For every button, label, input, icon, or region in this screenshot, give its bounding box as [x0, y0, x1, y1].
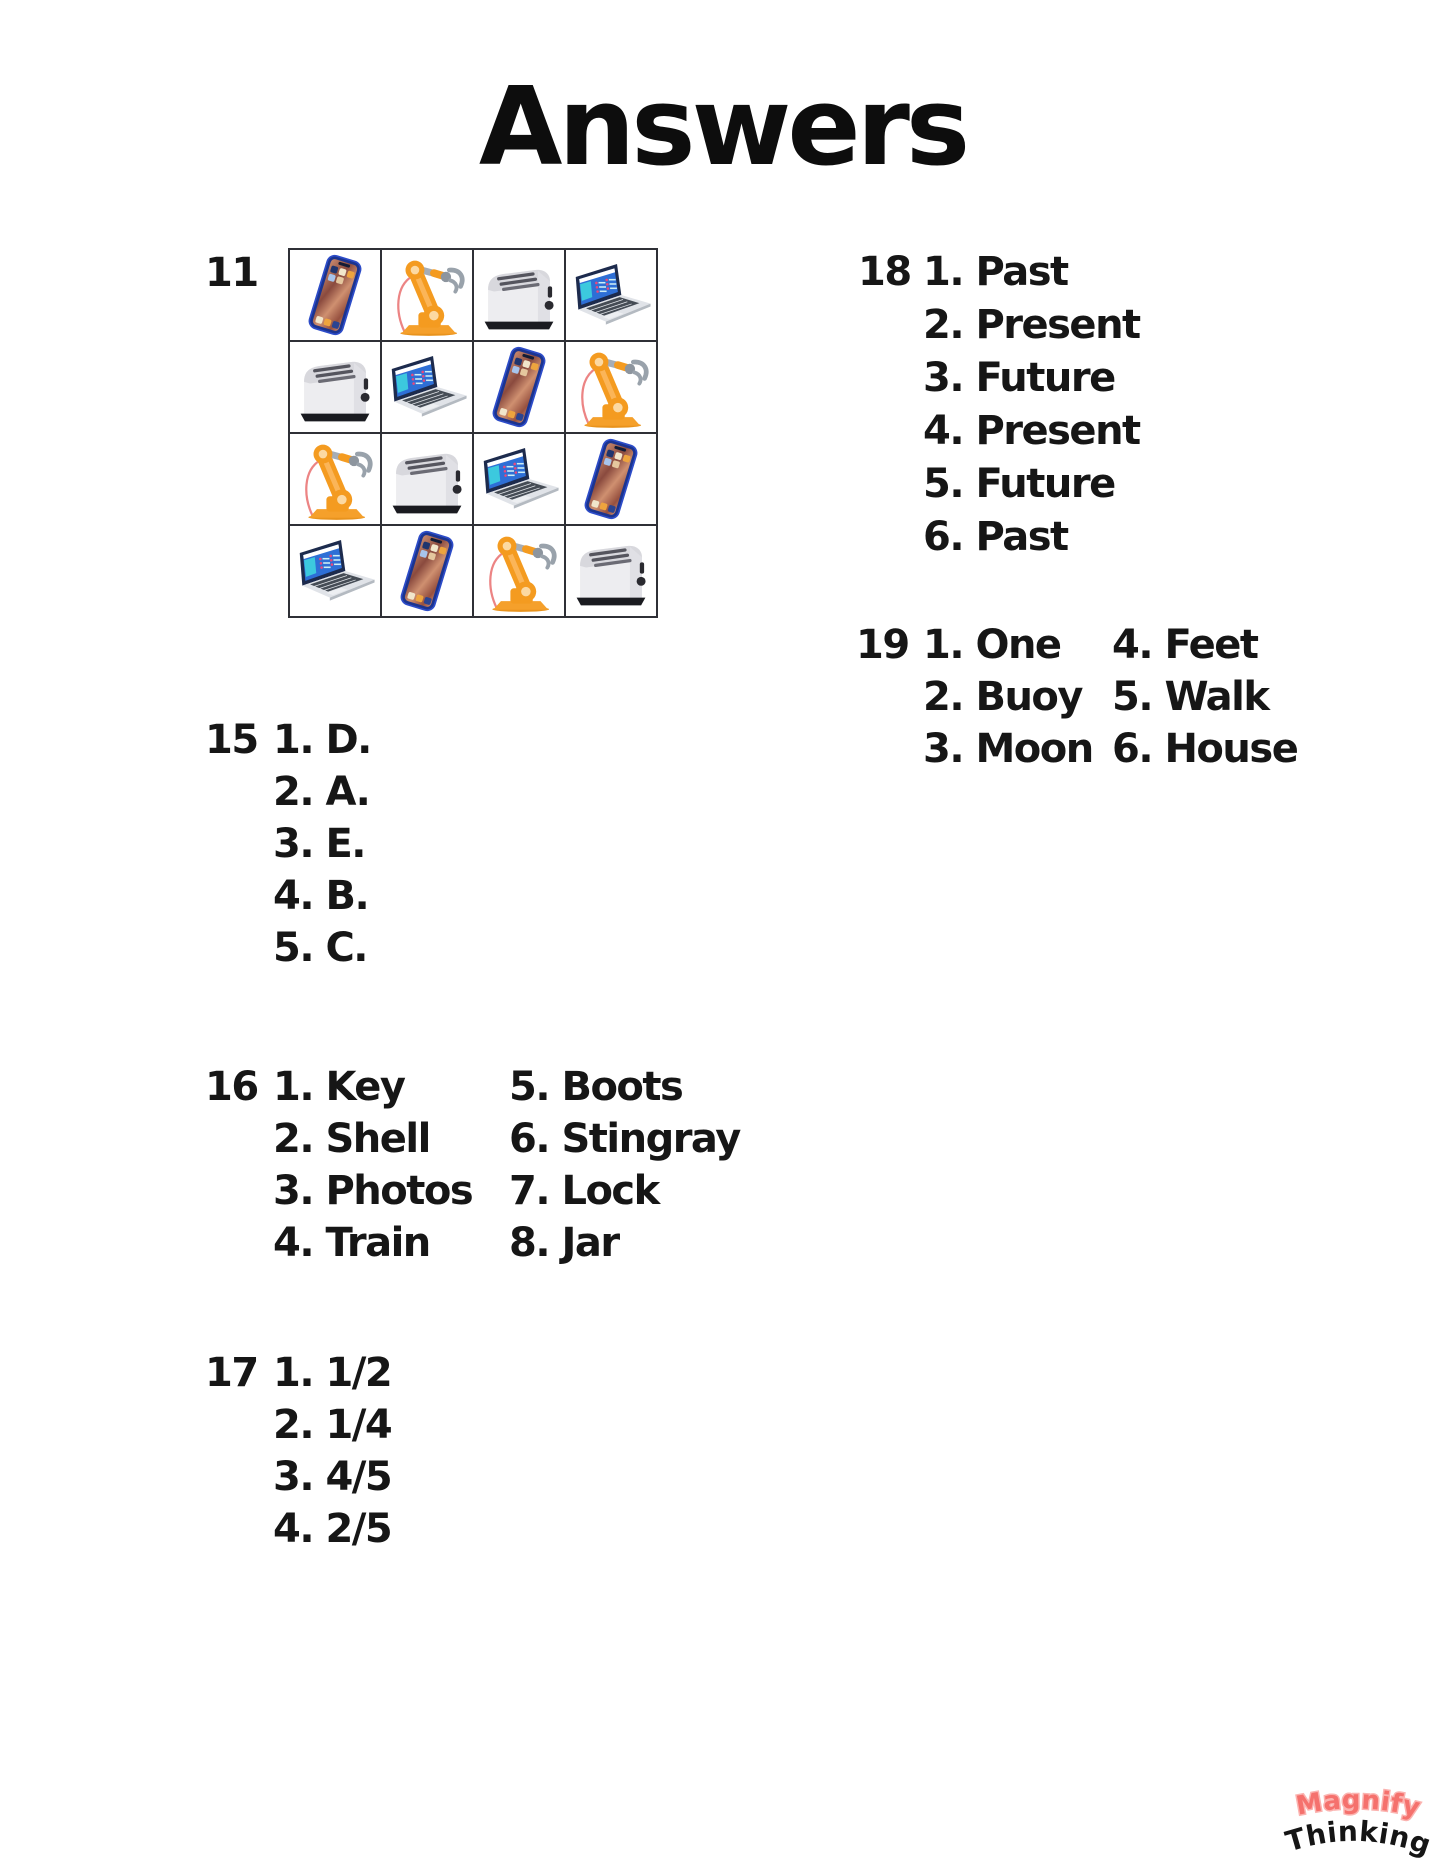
smartphone-icon [384, 528, 470, 614]
answer-item: 5. C. [273, 925, 368, 971]
answer-list-19-col2 [1112, 619, 1297, 775]
answer-item: 3. Photos [273, 1168, 473, 1214]
smartphone-icon [568, 436, 654, 522]
question-number-18: 18 [858, 249, 911, 295]
grid-cell [290, 342, 380, 432]
toaster-icon [384, 436, 470, 522]
answer-item: 7. Lock [509, 1168, 659, 1214]
laptop-icon [384, 344, 470, 430]
answer-item: 8. Jar [509, 1220, 619, 1266]
answer-item: 3. E. [273, 821, 365, 867]
robot-arm-icon [292, 436, 378, 522]
page-title: Answers [478, 65, 967, 190]
answer-item: 1. 1/2 [273, 1350, 392, 1396]
question-number-17: 17 [205, 1350, 258, 1396]
answer-item: 4. 2/5 [273, 1506, 392, 1552]
answer-item: 4. Train [273, 1220, 430, 1266]
grid-cell [566, 434, 656, 524]
answer-item: 1. D. [273, 717, 371, 763]
smartphone-icon [476, 344, 562, 430]
answer-list-15 [273, 714, 371, 974]
laptop-icon [292, 528, 378, 614]
robot-arm-icon [476, 528, 562, 614]
answer-item: 1. One [923, 622, 1061, 668]
answer-item: 2. Present [923, 302, 1140, 348]
answer-item: 1. Key [273, 1064, 405, 1110]
answer-item: 1. Past [923, 249, 1068, 295]
brand-word-magnify: Magnify [1293, 1785, 1424, 1824]
toaster-icon [292, 344, 378, 430]
toaster-icon [568, 528, 654, 614]
answer-item: 6. House [1112, 726, 1298, 772]
question-number-19: 19 [856, 622, 909, 668]
answer-item: 3. Future [923, 355, 1115, 401]
grid-cell [474, 342, 564, 432]
answer-item: 6. Stingray [509, 1116, 740, 1162]
answer-item: 4. Present [923, 408, 1140, 454]
answer-list-16-col1 [273, 1061, 472, 1269]
question-number-15: 15 [205, 717, 258, 763]
grid-cell [566, 250, 656, 340]
brand-logo [1270, 1782, 1445, 1868]
answer-item: 2. Shell [273, 1116, 430, 1162]
grid-cell [382, 250, 472, 340]
grid-cell [566, 342, 656, 432]
brand-word-thinking: Thinking [1281, 1814, 1436, 1862]
answer-item: 2. A. [273, 769, 370, 815]
answer-list-19-col1 [923, 619, 1093, 775]
robot-arm-icon [384, 252, 470, 338]
smartphone-icon [292, 252, 378, 338]
answer-item: 5. Future [923, 461, 1115, 507]
laptop-icon [568, 252, 654, 338]
grid-cell [474, 526, 564, 616]
answer-list-18 [923, 246, 1140, 564]
grid-cell [382, 526, 472, 616]
grid-cell [382, 434, 472, 524]
answer-list-16-col2 [509, 1061, 740, 1269]
answer-item: 3. 4/5 [273, 1454, 392, 1500]
laptop-icon [476, 436, 562, 522]
grid-cell [290, 250, 380, 340]
answer-item: 5. Walk [1112, 674, 1269, 720]
q11-picture-grid [288, 248, 658, 618]
robot-arm-icon [568, 344, 654, 430]
grid-cell [290, 526, 380, 616]
answer-item: 5. Boots [509, 1064, 683, 1110]
answer-item: 6. Past [923, 514, 1068, 560]
question-number-11: 11 [205, 250, 258, 296]
grid-cell [474, 434, 564, 524]
toaster-icon [476, 252, 562, 338]
answer-item: 4. B. [273, 873, 369, 919]
answer-item: 2. Buoy [923, 674, 1082, 720]
answer-item: 3. Moon [923, 726, 1093, 772]
answer-list-17 [273, 1347, 391, 1555]
answer-item: 4. Feet [1112, 622, 1258, 668]
answer-item: 2. 1/4 [273, 1402, 392, 1448]
question-number-16: 16 [205, 1064, 258, 1110]
grid-cell [474, 250, 564, 340]
grid-cell [382, 342, 472, 432]
grid-cell [566, 526, 656, 616]
grid-cell [290, 434, 380, 524]
